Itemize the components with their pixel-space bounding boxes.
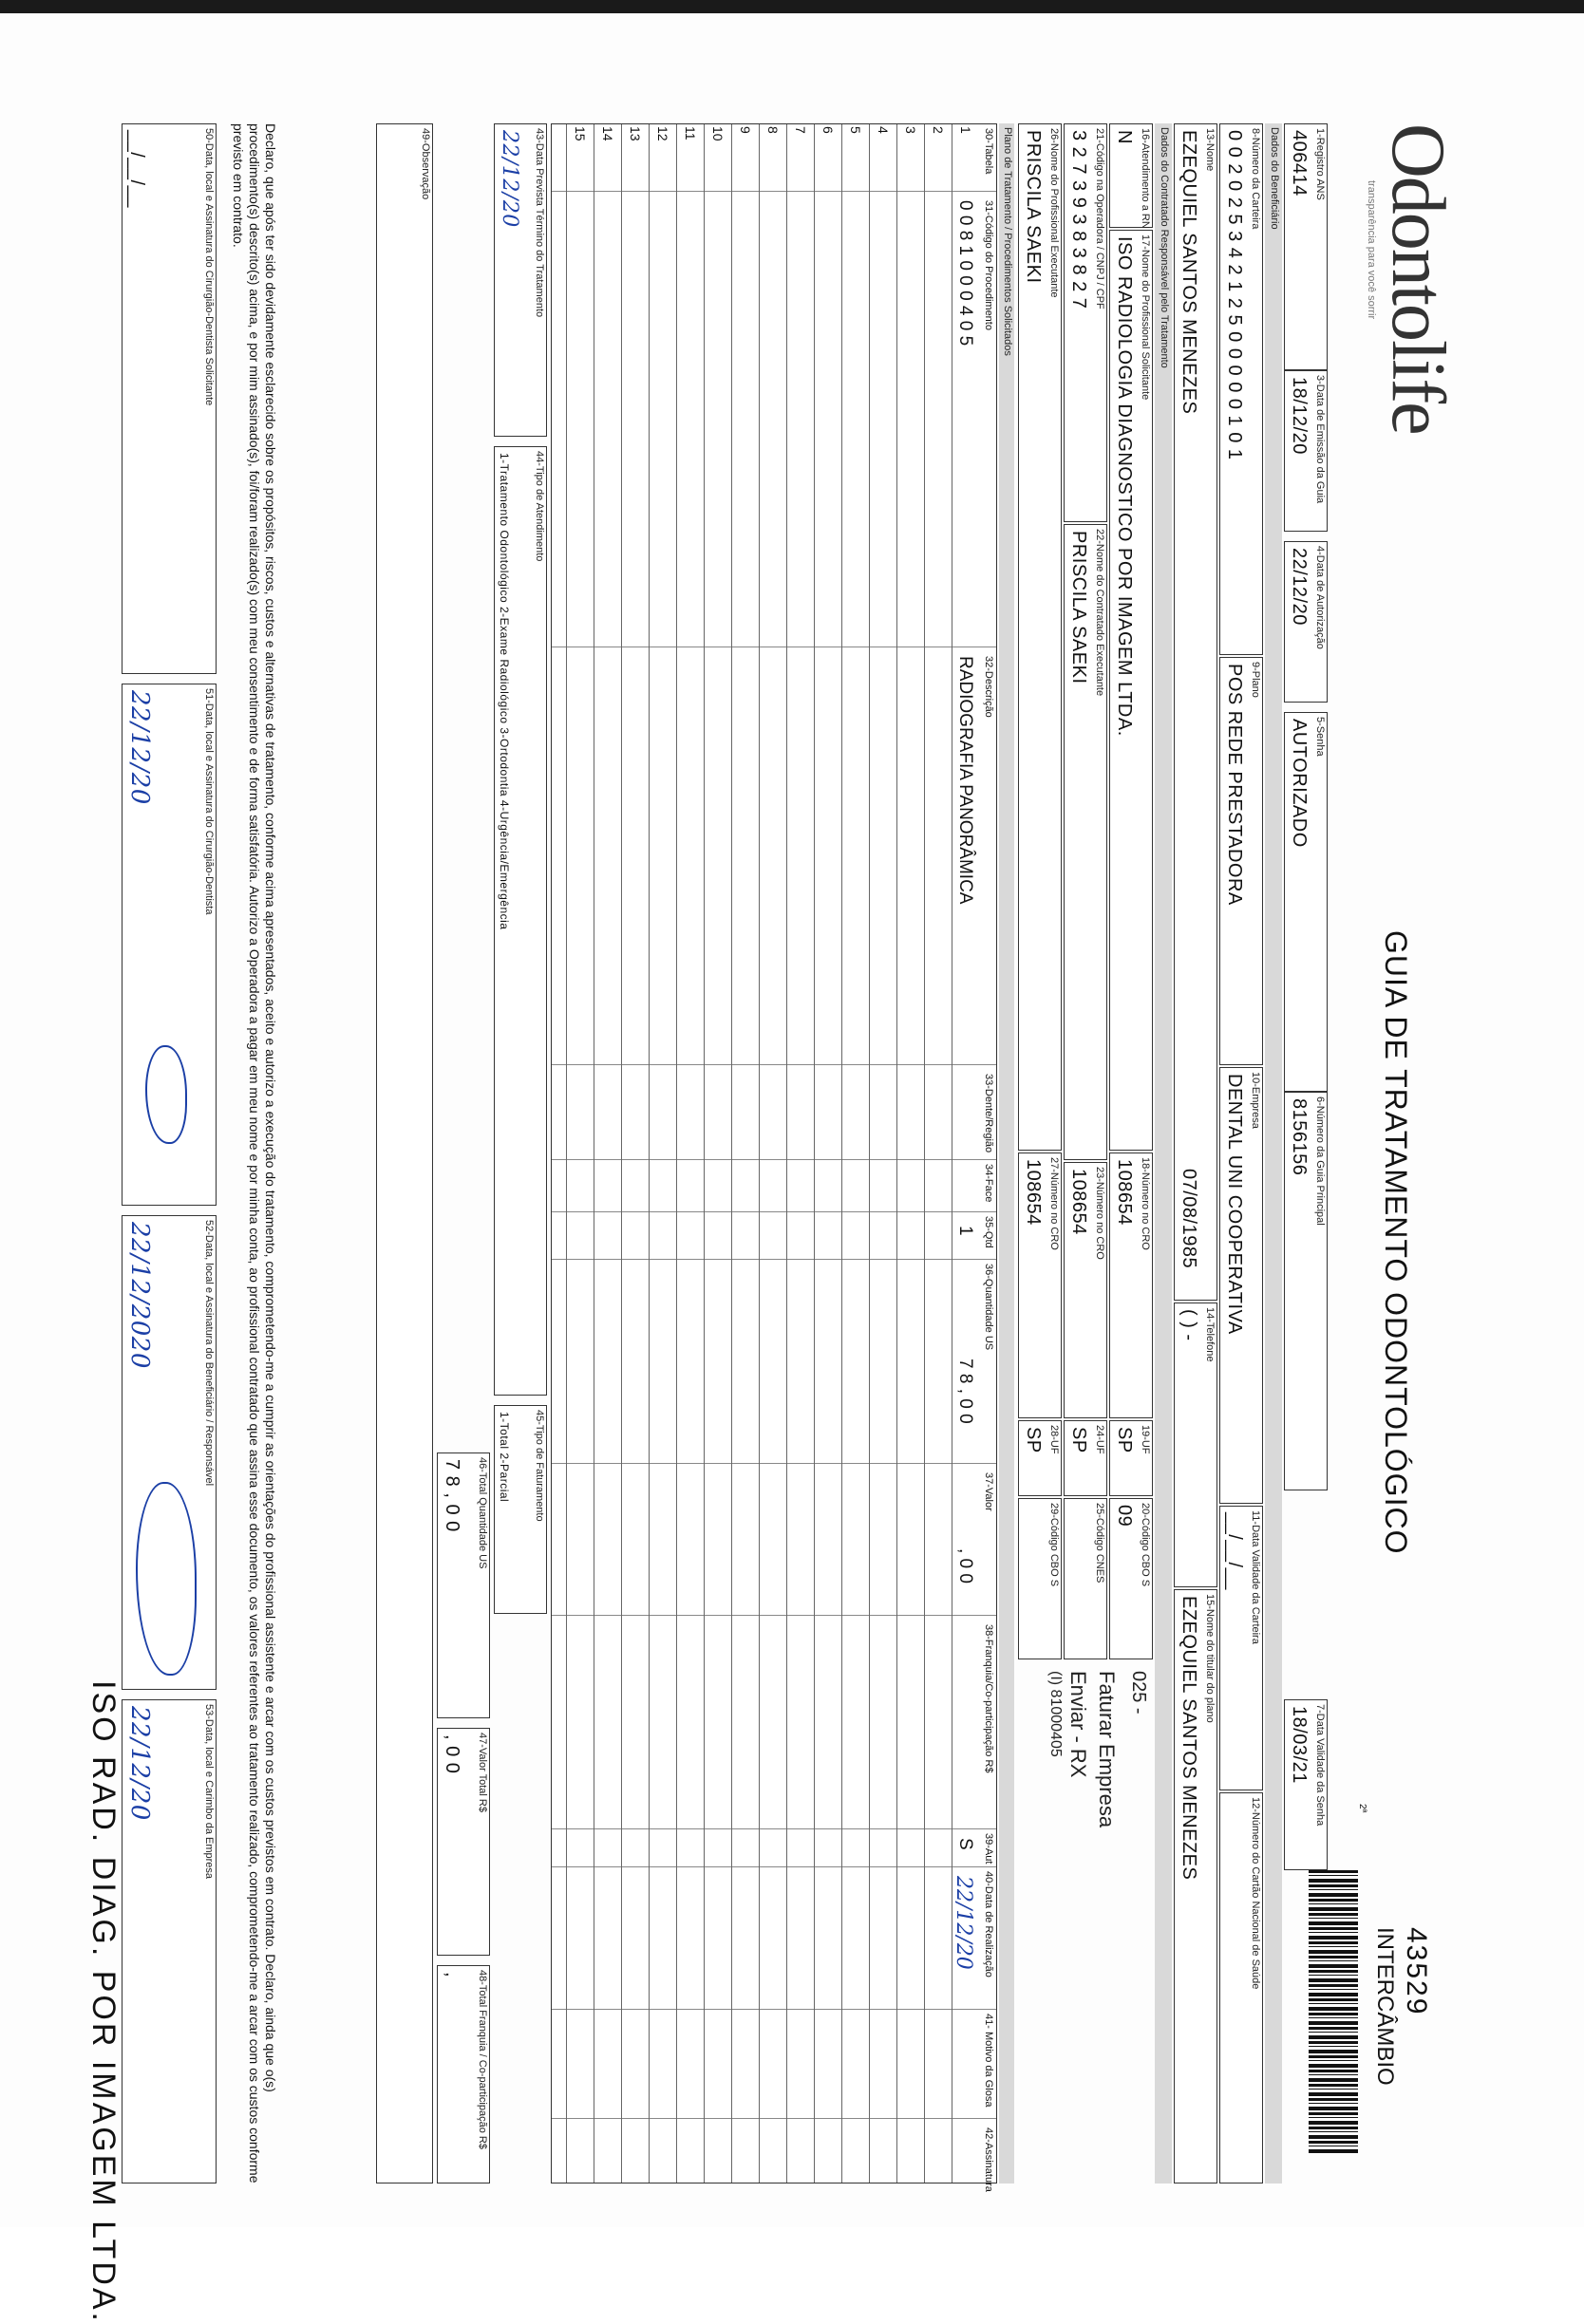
copy-label: 2ª bbox=[1357, 1804, 1367, 1813]
table-row[interactable]: 8 bbox=[759, 124, 786, 2183]
table-row[interactable]: 13 bbox=[621, 124, 649, 2183]
section-bar-contratado bbox=[1155, 123, 1172, 2183]
field-cro-profissional[interactable]: 27-Número no CRO 108654 bbox=[1018, 1153, 1062, 1418]
logo-tagline: transparência para você sorrir bbox=[1366, 180, 1377, 320]
send-note: Enviar - RX bbox=[1066, 1671, 1090, 1778]
table-row[interactable]: 2 bbox=[924, 124, 952, 2183]
birth-date: 07/08/1985 bbox=[1179, 1169, 1199, 1269]
field-contratado-executante[interactable]: 22-Nome do Contratado Executante PRISCILA SAEKI bbox=[1064, 524, 1107, 1160]
table-row[interactable]: 1 0 0 8 1 0 0 0 4 0 5 RADIOGRAFIA PANORÂMICA 1 7 8 , 0 0 , 0 0 S 22/12/20 bbox=[952, 124, 979, 2183]
table-row[interactable]: 10 bbox=[704, 124, 731, 2183]
barcode bbox=[1309, 1870, 1358, 2155]
field-total-us[interactable]: 46-Total Quantidade US 7 8 , 0 0 bbox=[437, 1452, 490, 1718]
field-registro-ans[interactable]: 1-Registro ANS 406414 bbox=[1284, 123, 1328, 370]
field-data-emissao[interactable]: 3-Data de Emissão da Guia 18/12/20 bbox=[1284, 370, 1328, 532]
field-profissional-solicitante[interactable]: 17-Nome do Profissional Solicitante ISO RADIOLOGIA DIAGNOSTICO POR IMAGEM LTDA. bbox=[1109, 230, 1153, 1151]
field-senha[interactable]: 5-Senha AUTORIZADO bbox=[1284, 712, 1328, 1092]
field-valor-total[interactable]: 47-Valor Total R$ , 0 0 bbox=[437, 1728, 490, 1956]
section-beneficiario: Dados do Beneficiário bbox=[1269, 127, 1280, 230]
field-total-franquia[interactable]: 48-Total Franquia / Co-participação R$ , bbox=[437, 1965, 490, 2183]
table-row[interactable]: 11 bbox=[676, 124, 704, 2183]
field-assinatura-dentista[interactable]: 51-Data, local e Assinatura do Cirurgião-Dentista 22/12/20 bbox=[122, 684, 217, 1206]
field-data-autorizacao[interactable]: 4-Data de Autorização 22/12/20 bbox=[1284, 541, 1328, 703]
phone-note: (I) 81000405 bbox=[1047, 1671, 1064, 1757]
field-observacao[interactable]: 49-Observação bbox=[376, 123, 433, 2183]
field-empresa[interactable]: 10-Empresa DENTAL UNI COOPERATIVA bbox=[1219, 1067, 1263, 1504]
odontolife-logo: Odontolife bbox=[1376, 123, 1460, 434]
field-uf-profissional[interactable]: 28-UF SP bbox=[1018, 1420, 1062, 1496]
scan-top-edge bbox=[0, 0, 1584, 13]
field-carimbo-empresa[interactable]: 53-Data, local e Carimbo da Empresa 22/12/20 bbox=[122, 1699, 217, 2183]
section-bar-procedimentos bbox=[999, 123, 1014, 2183]
guide-number: 43529 bbox=[1401, 1927, 1432, 2016]
field-profissional-executante[interactable]: 26-Nome do Profissional Executante PRISCILA SAEKI bbox=[1018, 123, 1062, 1151]
field-cartao-nacional-saude[interactable]: 12-Número do Cartão Nacional de Saúde bbox=[1219, 1792, 1263, 2183]
field-assinatura-beneficiario[interactable]: 52-Data, local e Assinatura do Beneficiário / Responsável 22/12/2020 bbox=[122, 1215, 217, 1690]
guide-type: INTERCÂMBIO bbox=[1372, 1927, 1398, 2086]
field-tipo-atendimento[interactable]: 44-Tipo de Atendimento 1-Tratamento Odontológico 2-Exame Radiológico 3-Ortodontia 4-Urgência/Emergência bbox=[494, 446, 547, 1396]
table-row[interactable]: 4 bbox=[869, 124, 896, 2183]
field-cro-solicitante[interactable]: 18-Número no CRO 108654 bbox=[1109, 1153, 1153, 1418]
field-plano[interactable]: 9-Plano POS REDE PRESTADORA bbox=[1219, 657, 1263, 1065]
procedures-table: 30-Tabela 31-Código do Procedimento 32-Descrição 33-Dente/Região 34-Face 35-Qtd 36-Quantidade US 37-Valor 38-Franquia/Co-participação R$ 39-Aut 40-Data de Realização 41- Motivo da Glosa 42-Assinatura 1 0 0 8 1 0 0 0 4 0 5 RADIOGRAFIA PANORÂMICA 1 7 8 , 0 0 , 0 0 S 22/12/20 2 3 4 5 6 7 8 9 10 11 12 13 14 15 bbox=[551, 123, 997, 2183]
dentist-signature bbox=[145, 1045, 187, 1144]
table-row[interactable]: 5 bbox=[841, 124, 869, 2183]
field-cro-executante[interactable]: 23-Número no CRO 108654 bbox=[1064, 1162, 1107, 1418]
field-atendimento-rn[interactable]: 16-Atendimento a RN N bbox=[1109, 123, 1153, 228]
field-nome[interactable]: 13-Nome EZEQUIEL SANTOS MENEZES 07/08/1985 bbox=[1174, 123, 1217, 1301]
section-bar-beneficiario bbox=[1265, 123, 1282, 2183]
cbo-note: 025 - bbox=[1128, 1671, 1149, 1715]
table-row[interactable]: 12 bbox=[649, 124, 676, 2183]
field-data-prevista[interactable]: 43-Data Prevista Término do Tratamento 22/12/20 bbox=[494, 123, 547, 437]
beneficiary-signature bbox=[136, 1482, 197, 1676]
declaration-text: Declaro, que após ter sido devidamente esclarecido sobre os propósitos, riscos, custos e alternativas de tratamento, conforme acima apresentados, aceito e autorizo a execução do tratamento, comprometendo-me a cumprir as orientações do profissional assistente e arcar com os custos previstos em contrato. Declaro, ainda que o(s) procedimento(s) descrito(s) acima, e por mim assinado(s), foi/foram realizado(s) com meu consentimento e de forma satisfatória. Autorizo a Operadora a pagar em meu nome e por minha conta, ao profissional contratado que assina esse documento, os valores referentes ao tratamento realizado, comprometendo-me a arcar com os custos conforme previsto em contrato. bbox=[231, 123, 278, 2183]
field-uf-solicitante[interactable]: 19-UF SP bbox=[1109, 1420, 1153, 1496]
table-row[interactable]: 6 bbox=[814, 124, 841, 2183]
field-cnes[interactable]: 25-Código CNES bbox=[1064, 1498, 1107, 1659]
table-row[interactable]: 7 bbox=[786, 124, 814, 2183]
table-row[interactable]: 9 bbox=[731, 124, 759, 2183]
section-procedimentos: Plano de Tratamento / Procedimentos Solicitados bbox=[1002, 127, 1013, 356]
table-row[interactable]: 15 bbox=[566, 124, 594, 2183]
field-tipo-faturamento[interactable]: 45-Tipo de Faturamento 1-Total 2-Parcial bbox=[494, 1405, 547, 1614]
table-row[interactable]: 14 bbox=[594, 124, 621, 2183]
field-validade-senha[interactable]: 7-Data Validade da Senha 18/03/21 bbox=[1284, 1699, 1328, 1870]
dental-treatment-form bbox=[85, 123, 1470, 2324]
field-validade-carteira[interactable]: 11-Data Validade da Carteira __/__/__ bbox=[1219, 1506, 1263, 1790]
form-title: GUIA DE TRATAMENTO ODONTOLÓGICO bbox=[1379, 930, 1413, 1555]
company-stamp: ISO RAD. DIAG. POR IMAGEM LTDA. bbox=[85, 1680, 122, 2324]
billing-note: Faturar Empresa bbox=[1095, 1671, 1119, 1828]
field-telefone[interactable]: 14-Telefone ( ) - bbox=[1174, 1303, 1217, 1587]
field-numero-carteira[interactable]: 8-Número da Carteira 0 0 2 0 2 5 3 4 2 1 2 5 0 0 0 0 0 1 0 1 bbox=[1219, 123, 1263, 655]
field-titular-plano[interactable]: 15-Nome do titular do plano EZEQUIEL SANTOS MENEZES bbox=[1174, 1589, 1217, 2183]
field-guia-principal[interactable]: 6-Número da Guia Principal 8156156 bbox=[1284, 1092, 1328, 1490]
field-cbo-solicitante[interactable]: 20-Código CBO S 09 bbox=[1109, 1498, 1153, 1659]
field-codigo-operadora[interactable]: 21-Código na Operadora / CNPJ / CPF 3 2 7 3 9 3 8 3 8 2 7 bbox=[1064, 123, 1107, 522]
field-assinatura-solicitante[interactable]: 50-Data, local e Assinatura do Cirurgião-Dentista Solicitante __/__/__ bbox=[122, 123, 217, 674]
field-uf-executante[interactable]: 24-UF SP bbox=[1064, 1420, 1107, 1496]
table-row[interactable]: 3 bbox=[896, 124, 924, 2183]
field-cbo-profissional[interactable]: 29-Código CBO S bbox=[1018, 1498, 1062, 1659]
section-contratado: Dados do Contratado Responsável pelo Tratamento bbox=[1159, 127, 1170, 368]
